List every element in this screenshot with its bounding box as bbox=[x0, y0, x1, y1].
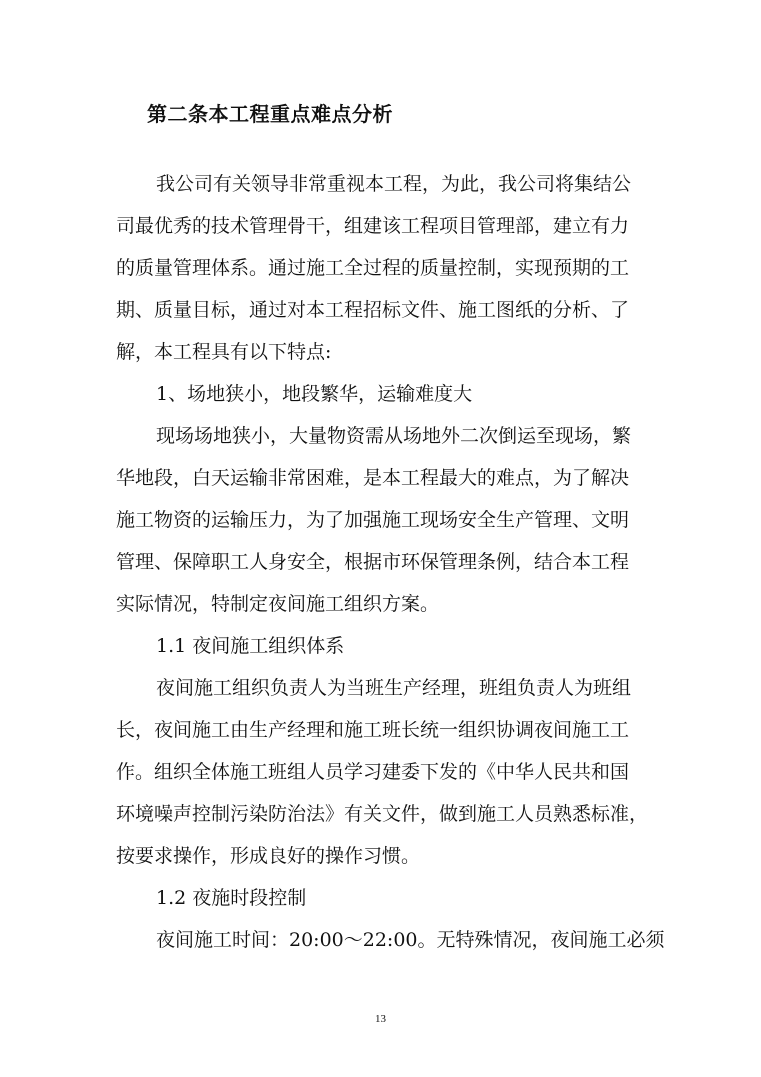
page-number: 13 bbox=[375, 1013, 386, 1025]
paragraph-line: 现场场地狭小，大量物资需从场地外二次倒运至现场，繁 bbox=[156, 425, 632, 447]
paragraph-line: 华地段，白天运输非常困难，是本工程最大的难点，为了解决 bbox=[116, 467, 630, 489]
paragraph-line: 管理、保障职工人身安全，根据市环保管理条例，结合本工程 bbox=[116, 551, 630, 573]
paragraph-line: 长，夜间施工由生产经理和施工班长统一组织协调夜间施工工 bbox=[116, 719, 630, 741]
section-heading: 第二条本工程重点难点分析 bbox=[147, 102, 393, 126]
paragraph-line: 实际情况，特制定夜间施工组织方案。 bbox=[116, 593, 440, 615]
paragraph-line: 解，本工程具有以下特点: bbox=[116, 341, 332, 363]
paragraph-line: 夜间施工组织负责人为当班生产经理，班组负责人为班组 bbox=[156, 677, 632, 699]
paragraph-line: 按要求操作，形成良好的操作习惯。 bbox=[116, 845, 421, 867]
subheading-line: 1.1 夜间施工组织体系 bbox=[156, 635, 345, 657]
paragraph-line: 司最优秀的技术管理骨干，组建该工程项目管理部，建立有力 bbox=[116, 215, 630, 237]
subheading-line: 1、场地狭小，地段繁华，运输难度大 bbox=[156, 383, 473, 405]
paragraph-line: 作。组织全体施工班组人员学习建委下发的《中华人民共和国 bbox=[116, 761, 630, 783]
paragraph-line: 我公司有关领导非常重视本工程，为此，我公司将集结公 bbox=[156, 173, 632, 195]
paragraph-line: 期、质量目标，通过对本工程招标文件、施工图纸的分析、了 bbox=[116, 299, 630, 321]
paragraph-line: 夜间施工时间：20:00～22:00。无特殊情况，夜间施工必须 bbox=[156, 929, 665, 951]
subheading-line: 1.2 夜施时段控制 bbox=[156, 887, 307, 909]
paragraph-line: 环境噪声控制污染防治法》有关文件，做到施工人员熟悉标准， bbox=[116, 803, 649, 825]
paragraph-line: 施工物资的运输压力，为了加强施工现场安全生产管理、文明 bbox=[116, 509, 630, 531]
paragraph-line: 的质量管理体系。通过施工全过程的质量控制，实现预期的工 bbox=[116, 257, 630, 279]
